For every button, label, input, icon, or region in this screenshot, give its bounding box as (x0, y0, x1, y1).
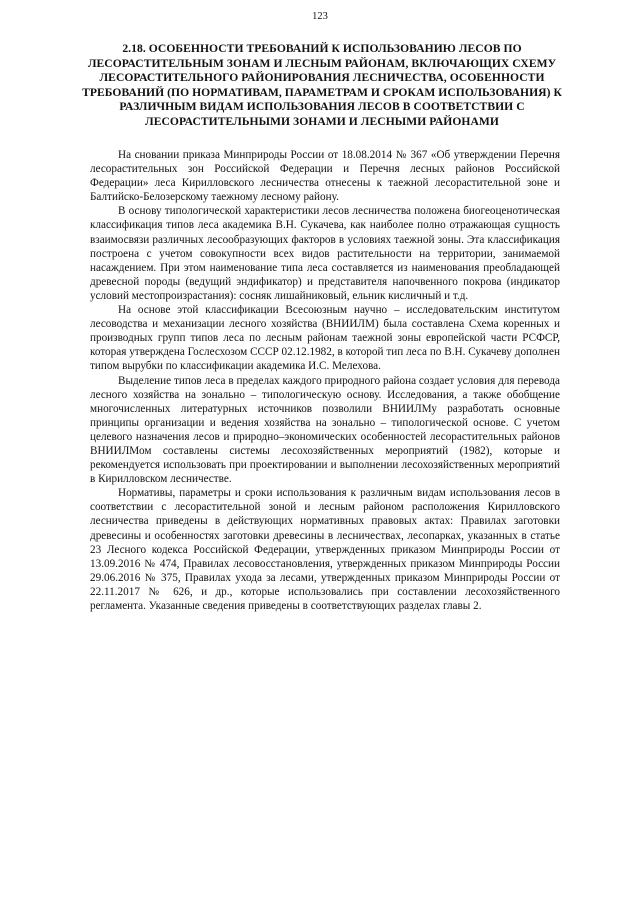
body-text (90, 148, 560, 613)
page-number: 123 (312, 11, 328, 22)
paragraph: В основу типологической характеристики лесов лесничества положена биогеоценотическая классификация типов леса академика В.Н. Сукачева, как наиболее полно отражающая сущность взаимосвязи различных лесообразующих факторов в условиях таежной зоны. Эта классификация построена с учетом совокупности всех видов растительности на территории, занимаемой насаждением. При этом наименование типа леса составляется из наименования преобладающей древесной породы (ведущий эндификатор) и представителя напочвенного покрова (индикатор условий местопроизрастания): сосняк лишайниковый, ельник кисличный и т.д. (90, 205, 560, 302)
section-heading: 2.18. ОСОБЕННОСТИ ТРЕБОВАНИЙ К ИСПОЛЬЗОВАНИЮ ЛЕСОВ ПО ЛЕСОРАСТИТЕЛЬНЫМ ЗОНАМ И ЛЕСНЫМ РАЙОНАМ, ВКЛЮЧАЮЩИХ СХЕМУ ЛЕСОРАСТИТЕЛЬНОГО РАЙОНИРОВАНИЯ ЛЕСНИЧЕСТВА, ОСОБЕННОСТИ ТРЕБОВАНИЙ (ПО НОРМАТИВАМ, ПАРАМЕТРАМ И СРОКАМ ИСПОЛЬЗОВАНИЯ) К РАЗЛИЧНЫМ ВИДАМ ИСПОЛЬЗОВАНИЯ ЛЕСОВ В СООТВЕТСТВИИ С ЛЕСОРАСТИТЕЛЬНЫМИ ЗОНАМИ И ЛЕСНЫМИ РАЙОНАМИ (82, 42, 562, 128)
paragraph: Нормативы, параметры и сроки использования к различным видам использования лесов в соответствии с лесорастительной зоной и лесным районом расположения Кирилловского лесничества приведены в действующих нормативных правовых актах: Правилах заготовки древесины и особенностях заготовки древесины в лесничествах, лесопарках, указанных в статье 23 Лесного кодекса Российской Федерации, утвержденных приказом Минприроды России от 13.09.2016 № 474, Правилах лесовосстановления, утвержденных приказом Минприроды России 29.06.2016 № 375, Правилах ухода за лесами, утвержденных приказом Минприроды России от 22.11.2017 № 626, и др., которые использовались при составлении лесохозяйственного регламента. Указанные сведения приведены в соответствующих разделах главы 2. (90, 487, 560, 612)
paragraph: На сновании приказа Минприроды России от 18.08.2014 № 367 «Об утверждении Перечня лесорастительных зон Российской Федерации и Перечня лесных районов Российской Федерации» леса Кирилловского лесничества отнесены к таежной лесорастительной зоне и Балтийско-Белозерскому таежному лесному району. (90, 149, 560, 204)
paragraph: Выделение типов леса в пределах каждого природного района создает условия для перевода лесного хозяйства на зонально – типологическую основу. Исследования, а также обобщение многочисленных литературных источников позволили ВНИИЛМу разработать основные принципы организации и ведения хозяйства на зонально – типологической основе. С учетом целевого назначения лесов и природно–экономических особенностей лесорастительных районов ВНИИЛМом составлены системы лесохозяйственных мероприятий (1982), которые и рекомендуется использовать при проектировании и выполнении лесохозяйственных мероприятий в Кирилловском лесничестве. (90, 374, 560, 486)
paragraph: На основе этой классификации Всесоюзным научно – исследовательским институтом лесоводства и механизации лесного хозяйства (ВНИИЛМ) была составлена Схема коренных и производных групп типов леса по лесным районам таежной зоны европейской части РСФСР, которая утверждена Гослесхозом СССР 02.12.1982, в которой тип леса по В.Н. Сукачеву дополнен типом вырубки по классификации академика И.С. Мелехова. (90, 304, 560, 373)
